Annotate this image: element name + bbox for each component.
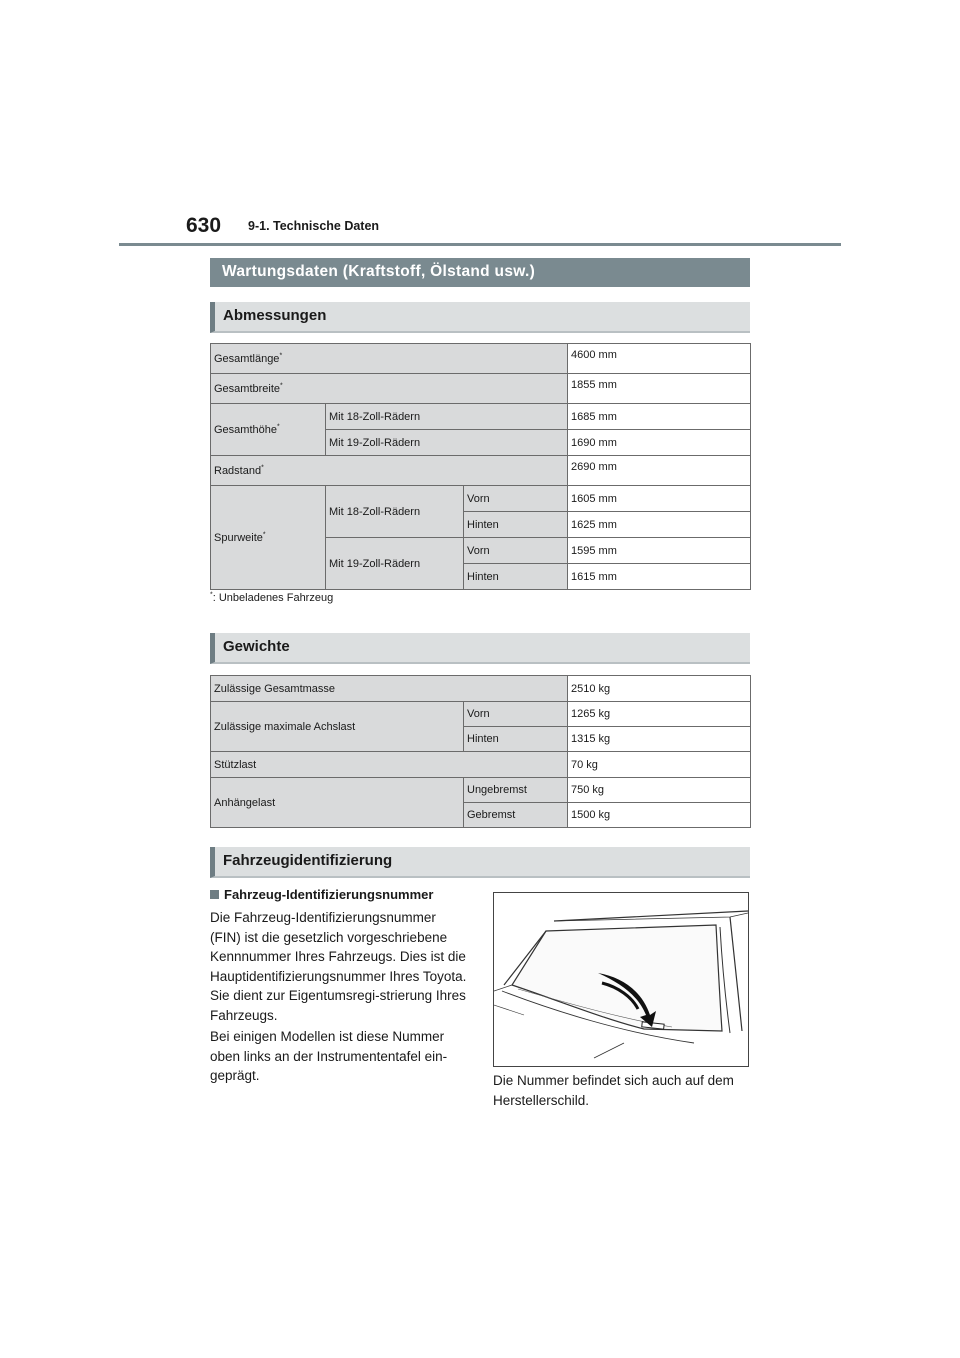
table-cell: Vorn (464, 538, 568, 564)
table-cell: Vorn (464, 486, 568, 512)
square-bullet-icon (210, 890, 219, 899)
table-cell: Ungebremst (464, 778, 568, 803)
weights-heading: Gewichte (210, 633, 750, 664)
table-cell: 1855 mm (568, 374, 751, 404)
windshield-illustration (493, 892, 749, 1067)
section-title: Wartungsdaten (Kraftstoff, Ölstand usw.) (210, 258, 750, 287)
table-cell: Stützlast (211, 752, 568, 778)
page-number: 630 (186, 214, 222, 237)
table-cell: Mit 19-Zoll-Rädern (326, 430, 568, 456)
table-cell: 1605 mm (568, 486, 751, 512)
table-cell: 1685 mm (568, 404, 751, 430)
table-cell: Gesamtbreite* (211, 374, 568, 404)
table-cell: 1625 mm (568, 512, 751, 538)
table-cell: Hinten (464, 727, 568, 752)
table-cell: 2690 mm (568, 456, 751, 486)
footnote: *: Unbeladenes Fahrzeug (210, 591, 334, 604)
table-cell: 750 kg (568, 778, 751, 803)
identification-heading: Fahrzeugidentifizierung (210, 847, 750, 878)
dimensions-heading: Abmessungen (210, 302, 750, 333)
weights-table (210, 675, 751, 828)
table-cell: 1690 mm (568, 430, 751, 456)
table-cell: 4600 mm (568, 344, 751, 374)
table-cell: 1265 kg (568, 702, 751, 727)
table-cell: Spurweite* (211, 486, 326, 590)
windshield-drawing (494, 893, 748, 1066)
table-cell: Hinten (464, 512, 568, 538)
table-cell: 2510 kg (568, 676, 751, 702)
table-cell: 1615 mm (568, 564, 751, 590)
table-cell: Hinten (464, 564, 568, 590)
table-cell: Radstand* (211, 456, 568, 486)
vin-paragraph-2: Bei einigen Modellen ist diese Nummer oben links an der Instrumententafel ein-geprägt. (210, 1029, 448, 1083)
table-cell: Mit 19-Zoll-Rädern (326, 538, 464, 590)
table-cell: Gesamtlänge* (211, 344, 568, 374)
vin-paragraph-1: Die Fahrzeug-Identifizierungsnummer (FIN) ist die gesetzlich vorgeschriebene Kennnummer Ihres Fahrzeugs. Dies ist die Hauptidentifizierungsnummer Ihres Toyota. Sie dient zur Eigentumsregi-strierung Ihres Fahrzeugs. (210, 910, 467, 1023)
table-cell: Anhängelast (211, 778, 464, 828)
header-rule (119, 243, 841, 246)
table-cell: 1595 mm (568, 538, 751, 564)
table-cell: 1500 kg (568, 803, 751, 828)
table-cell: 1315 kg (568, 727, 751, 752)
table-cell: Gebremst (464, 803, 568, 828)
table-cell: Zulässige maximale Achslast (211, 702, 464, 752)
vin-heading: Fahrzeug-Identifizierungsnummer (210, 887, 433, 902)
dimensions-table (210, 343, 751, 590)
figure-caption: Die Nummer befindet sich auch auf dem Herstellerschild. (493, 1073, 734, 1108)
table-cell: Mit 18-Zoll-Rädern (326, 404, 568, 430)
table-cell: Zulässige Gesamtmasse (211, 676, 568, 702)
table-cell: 70 kg (568, 752, 751, 778)
chapter-title: 9-1. Technische Daten (248, 219, 380, 233)
table-cell: Gesamthöhe* (211, 404, 326, 456)
table-cell: Vorn (464, 702, 568, 727)
table-cell: Mit 18-Zoll-Rädern (326, 486, 464, 538)
